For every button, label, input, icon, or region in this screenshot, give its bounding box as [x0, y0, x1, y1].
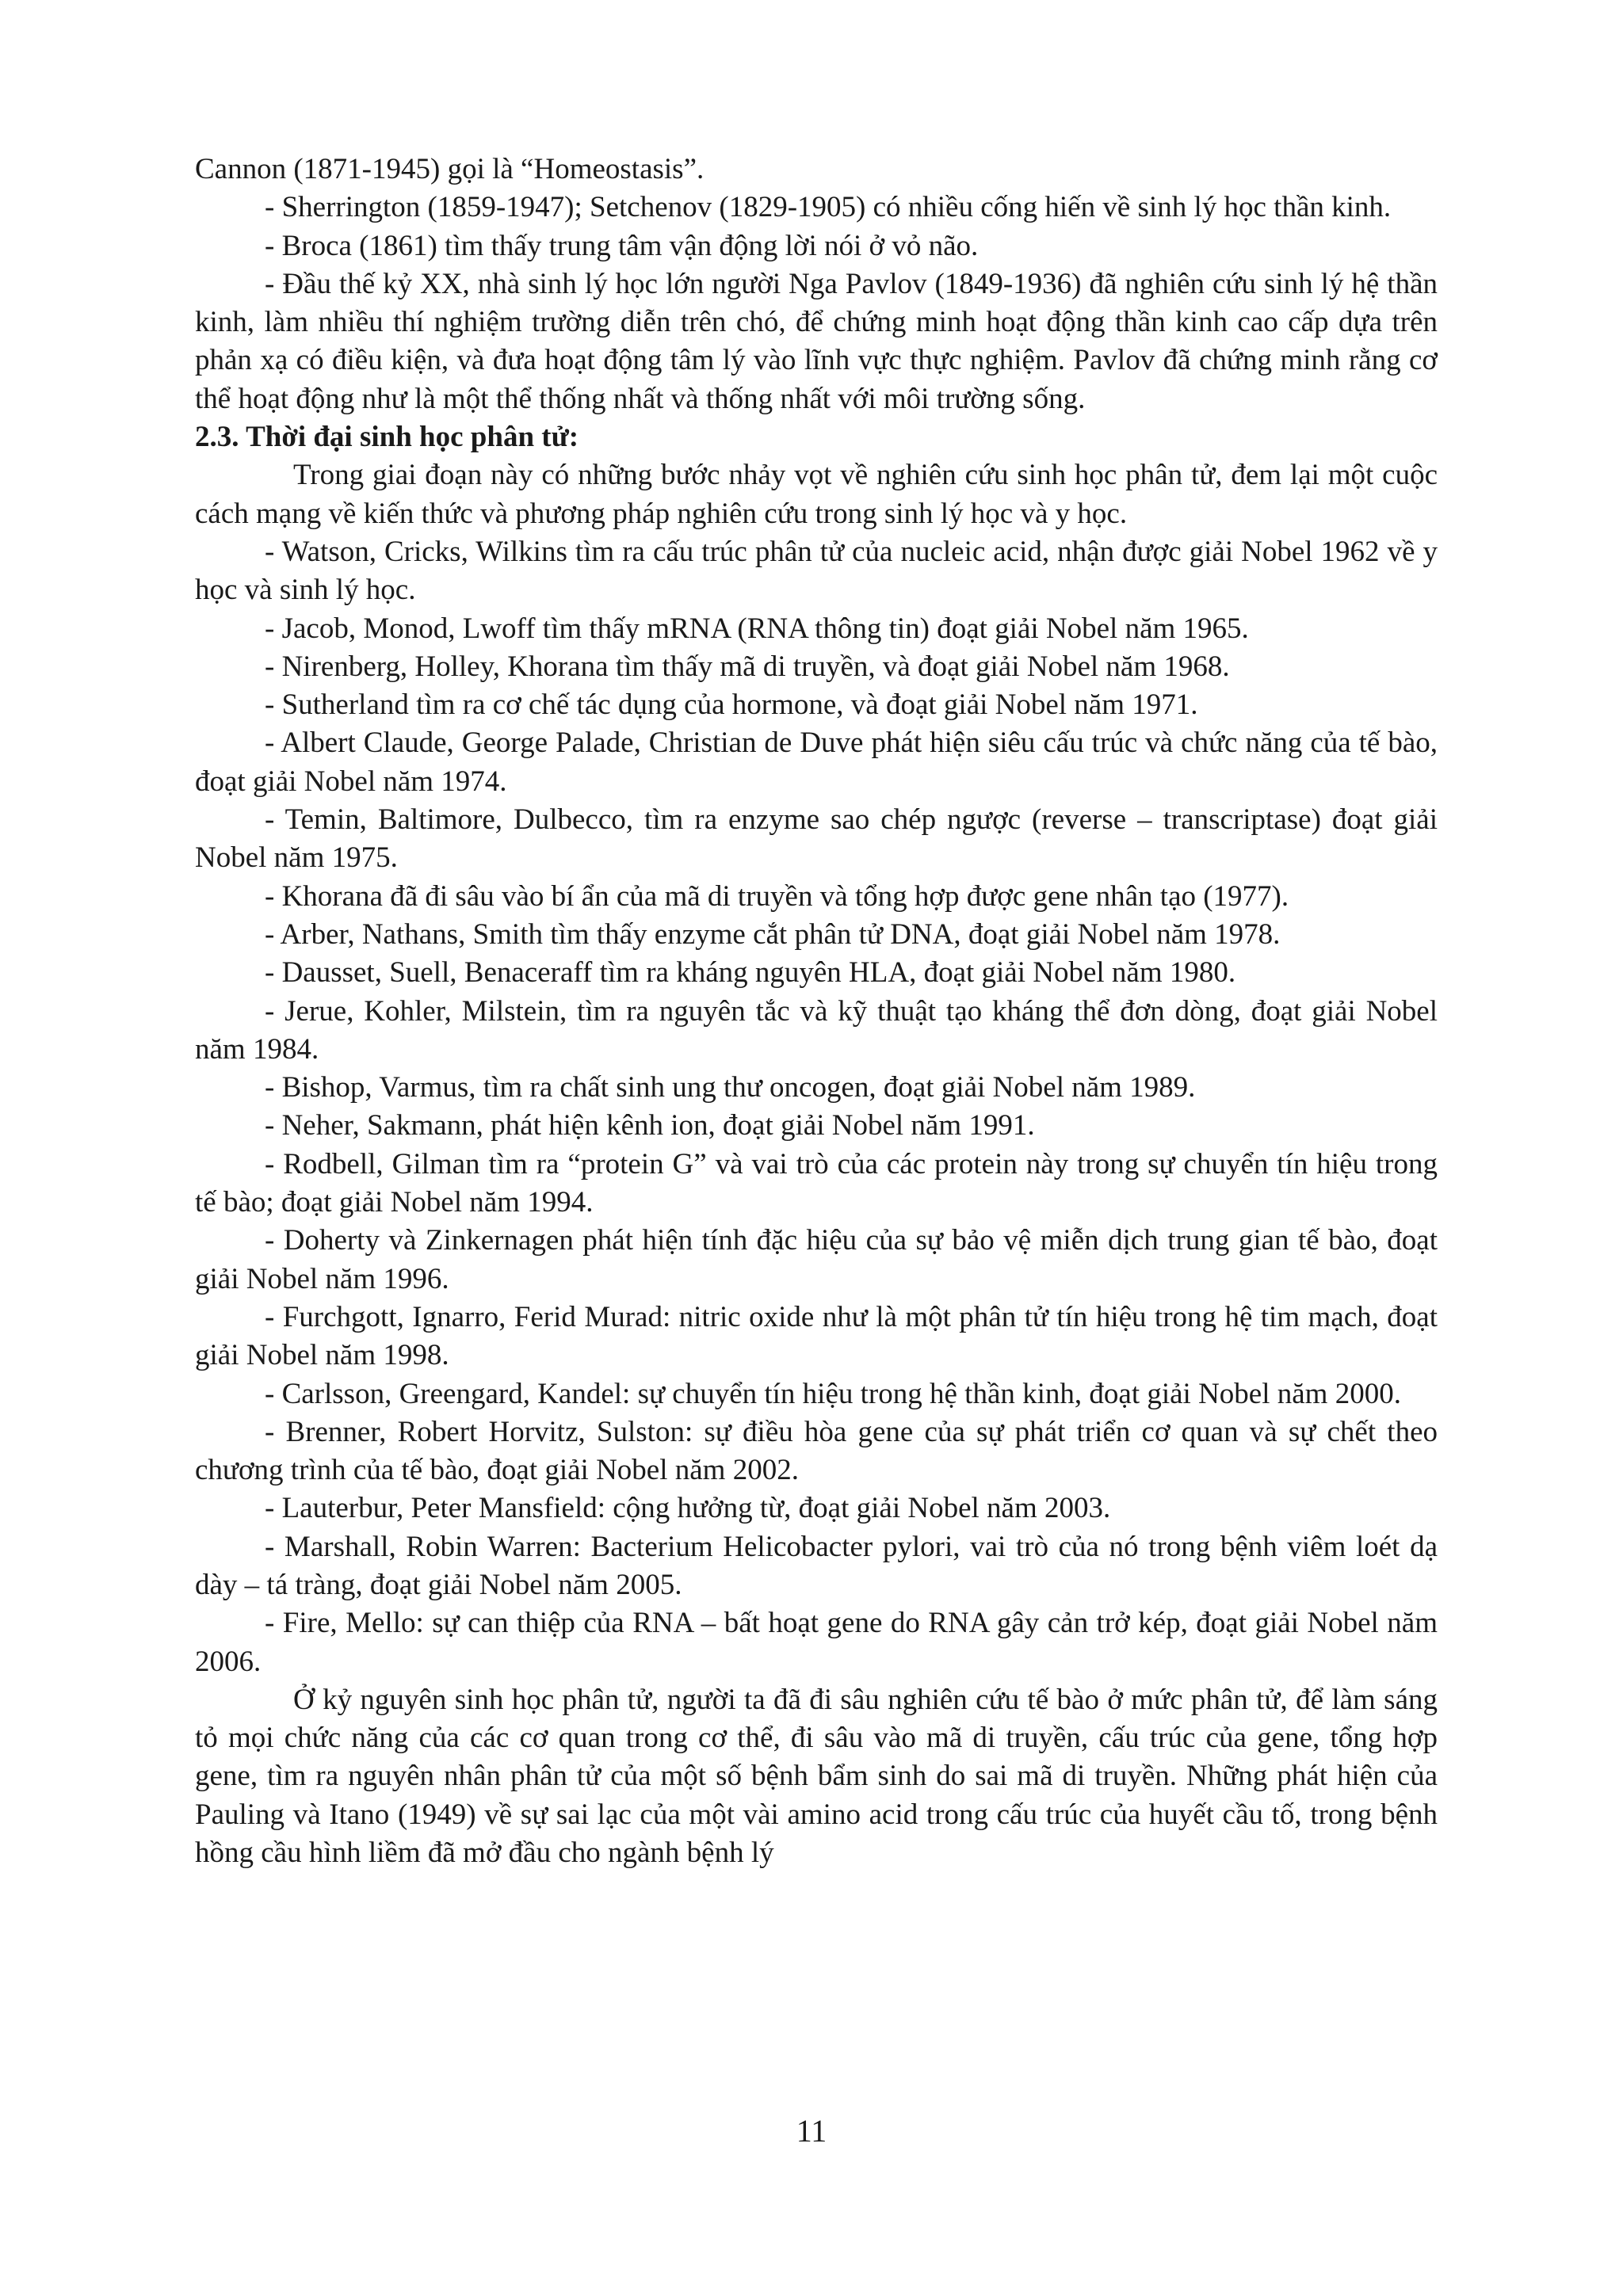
list-item: - Sutherland tìm ra cơ chế tác dụng của hormone, và đoạt giải Nobel năm 1971.: [265, 688, 1198, 722]
list-item: - Brenner, Robert Horvitz, Sulston: sự điều hòa gene của sự phát triển cơ quan và sự chết theo chương trình của tế bào, đoạt giải Nobel năm 2002.: [195, 1415, 1438, 1487]
list-item: - Jacob, Monod, Lwoff tìm thấy mRNA (RNA thông tin) đoạt giải Nobel năm 1965.: [265, 612, 1249, 645]
list-item: - Doherty và Zinkernagen phát hiện tính đặc hiệu của sự bảo vệ miễn dịch trung gian tế bào, đoạt giải Nobel năm 1996.: [195, 1224, 1438, 1295]
paragraph-cannon: Cannon (1871-1945) gọi là “Homeostasis”.: [195, 153, 705, 185]
list-item: - Furchgott, Ignarro, Ferid Murad: nitric oxide như là một phân tử tín hiệu trong hệ tim mạch, đoạt giải Nobel năm 1998.: [195, 1300, 1438, 1372]
paragraph-broca: - Broca (1861) tìm thấy trung tâm vận động lời nói ở vỏ não.: [265, 229, 979, 262]
document-page: [195, 151, 1438, 1872]
list-item: - Nirenberg, Holley, Khorana tìm thấy mã di truyền, và đoạt giải Nobel năm 1968.: [265, 650, 1230, 683]
list-item: - Marshall, Robin Warren: Bacterium Helicobacter pylori, vai trò của nó trong bệnh viêm loét dạ dày – tá tràng, đoạt giải Nobel năm 2005.: [195, 1530, 1438, 1601]
list-item: - Jerue, Kohler, Milstein, tìm ra nguyên tắc và kỹ thuật tạo kháng thể đơn dòng, đoạt giải Nobel năm 1984.: [195, 994, 1438, 1066]
list-item: - Rodbell, Gilman tìm ra “protein G” và vai trò của các protein này trong sự chuyển tín hiệu trong tế bào; đoạt giải Nobel năm 1994.: [195, 1147, 1438, 1219]
list-item: - Dausset, Suell, Benaceraff tìm ra kháng nguyên HLA, đoạt giải Nobel năm 1980.: [265, 956, 1236, 990]
section-intro: Trong giai đoạn này có những bước nhảy vọt về nghiên cứu sinh học phân tử, đem lại một cuộc cách mạng về kiến thức và phương pháp nghiên cứu trong sinh lý học và y học.: [195, 459, 1438, 530]
closing-paragraph: Ở kỷ nguyên sinh học phân tử, người ta đã đi sâu nghiên cứu tế bào ở mức phân tử, để làm sáng tỏ mọi chức năng của các cơ quan trong cơ thể, đi sâu vào mã di truyền, cấu trúc của gene, tổng hợp gene, tìm ra nguyên nhân phân tử của một số bệnh bẩm sinh do sai mã di truyền. Những phát hiện của Pauling và Itano (1949) về sự sai lạc của một vài amino acid trong cấu trúc của huyết cầu tố, trong bệnh hồng cầu hình liềm đã mở đầu cho ngành bệnh lý: [195, 1683, 1438, 1870]
list-item: - Arber, Nathans, Smith tìm thấy enzyme cắt phân tử DNA, đoạt giải Nobel năm 1978.: [265, 917, 1281, 951]
paragraph-pavlov: - Đầu thế kỷ XX, nhà sinh lý học lớn người Nga Pavlov (1849-1936) đã nghiên cứu sinh lý hệ thần kinh, làm nhiều thí nghiệm trường diễn trên chó, để chứng minh hoạt động thần kinh cao cấp dựa trên phản xạ có điều kiện, và đưa hoạt động tâm lý vào lĩnh vực thực nghiệm. Pavlov đã chứng minh rằng cơ thể hoạt động như là một thể thống nhất và thống nhất với môi trường sống.: [195, 267, 1438, 415]
list-item: - Neher, Sakmann, phát hiện kênh ion, đoạt giải Nobel năm 1991.: [265, 1109, 1035, 1142]
list-item: - Carlsson, Greengard, Kandel: sự chuyển tín hiệu trong hệ thần kinh, đoạt giải Nobel năm 2000.: [265, 1377, 1401, 1410]
list-item: - Bishop, Varmus, tìm ra chất sinh ung thư oncogen, đoạt giải Nobel năm 1989.: [265, 1071, 1196, 1104]
list-item: - Watson, Cricks, Wilkins tìm ra cấu trúc phân tử của nucleic acid, nhận được giải Nobel 1962 về y học và sinh lý học.: [195, 535, 1438, 607]
list-item: - Temin, Baltimore, Dulbecco, tìm ra enzyme sao chép ngược (reverse – transcriptase) đoạt giải Nobel năm 1975.: [195, 803, 1438, 875]
list-item: - Fire, Mello: sự can thiệp của RNA – bất hoạt gene do RNA gây cản trở kép, đoạt giải Nobel năm 2006.: [195, 1607, 1438, 1678]
list-item: - Lauterbur, Peter Mansfield: cộng hưởng từ, đoạt giải Nobel năm 2003.: [265, 1492, 1111, 1525]
list-item: - Albert Claude, George Palade, Christian de Duve phát hiện siêu cấu trúc và chức năng của tế bào, đoạt giải Nobel năm 1974.: [195, 727, 1438, 798]
section-heading: 2.3. Thời đại sinh học phân tử:: [195, 421, 579, 454]
page-number: 11: [796, 2113, 827, 2149]
list-item: - Khorana đã đi sâu vào bí ẩn của mã di truyền và tổng hợp được gene nhân tạo (1977).: [265, 879, 1289, 913]
paragraph-sherrington: - Sherrington (1859-1947); Setchenov (1829-1905) có nhiều cống hiến về sinh lý học thần kinh.: [265, 191, 1392, 224]
